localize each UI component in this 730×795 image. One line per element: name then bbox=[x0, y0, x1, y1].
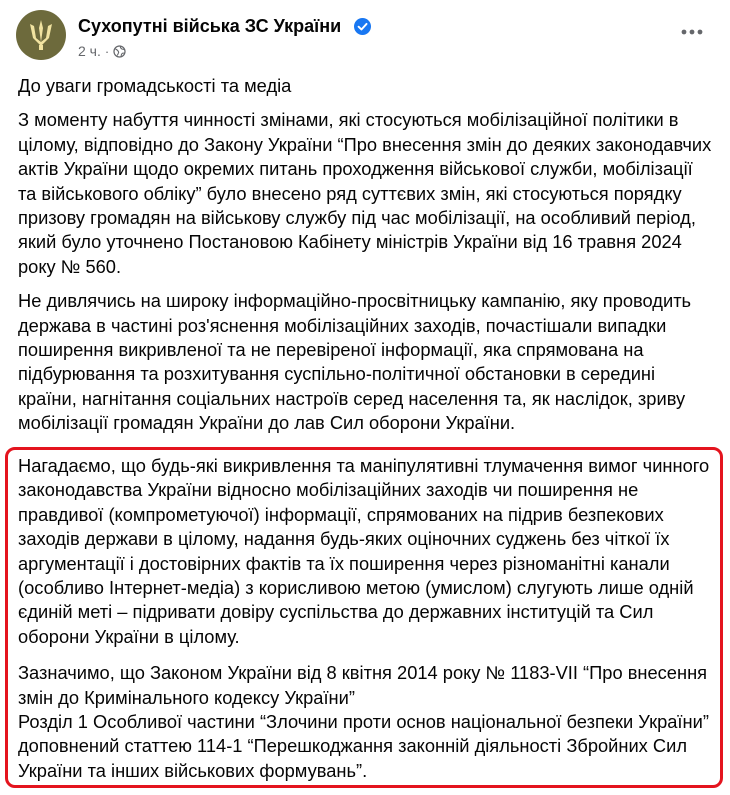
post-paragraph-3: Нагадаємо, що будь-які викривлення та маніпулятивні тлумачення вимог чинного законодавства України відносно мобілізаційних заходів чи поширення не правдивої (компрометуючої) інформації, спрямованих на підрив безпекових заходів держави в цілому, надання будь-яких оціночних суджень без чіткої їх аргументації і достовірних фактів та їх поширення через різноманітні канали (особливо Інтернет-медіа) з корисливою метою (умислом) слугують лише одній єдиній меті – підривати довіру суспільства до державних інституцій та Сил оборони України в цілому. bbox=[18, 455, 710, 647]
trident-icon bbox=[26, 18, 56, 52]
post-paragraph-4-line-1: Зазначимо, що Законом України від 8 квітня 2014 року № 1183-VII “Про внесення змін до Кримінального кодексу України” bbox=[18, 662, 708, 708]
highlighted-section bbox=[18, 454, 716, 783]
post-heading: До уваги громадськості та медіа bbox=[18, 75, 292, 96]
verified-badge-icon bbox=[354, 18, 371, 35]
post-body bbox=[18, 74, 716, 446]
globe-icon[interactable] bbox=[113, 45, 126, 58]
post-paragraph-4-line-2: Розділ 1 Особливої частини “Злочини проти основ національної безпеки України” доповнений статтею 114-1 “Перешкоджання законній діяльності Збройних Сил України та інших військових формувань”. bbox=[18, 711, 709, 781]
meta-separator: · bbox=[104, 43, 110, 59]
more-options-button[interactable] bbox=[674, 20, 710, 44]
post-timestamp[interactable]: 2 ч. bbox=[78, 43, 101, 59]
avatar[interactable] bbox=[16, 10, 66, 60]
post-header bbox=[16, 10, 714, 66]
post-meta bbox=[78, 43, 126, 59]
post-paragraph-2: Не дивлячись на широку інформаційно-просвітницьку кампанію, яку проводить держава в частині роз'яснення мобілізаційних заходів, почастішали випадки поширення викривленої та не перевіреної інформації, яка спрямована на підбурювання та розхитування суспільно-політичної обстановки в середині країни, нагнітання соціальних настроїв серед населення та, як наслідок, зриву мобілізації громадян України до лав Сил оборони України. bbox=[18, 290, 692, 434]
page-name-link[interactable]: Сухопутні війська ЗС України bbox=[78, 16, 342, 36]
more-options-icon bbox=[681, 29, 703, 35]
post-paragraph-1: З моменту набуття чинності змінами, які стосуються мобілізаційної політики в цілому, відповідно до Закону України “Про внесення змін до деяких законодавчих актів України щодо окремих питань проходження військової служби, мобілізації та військового обліку” було внесено ряд суттєвих змін, які стосуються порядку призову громадян на військову службу під час мобілізації, на особливий період, який було уточнено Постановою Кабінету міністрів України від 16 травня 2024 року № 560. bbox=[18, 109, 712, 277]
